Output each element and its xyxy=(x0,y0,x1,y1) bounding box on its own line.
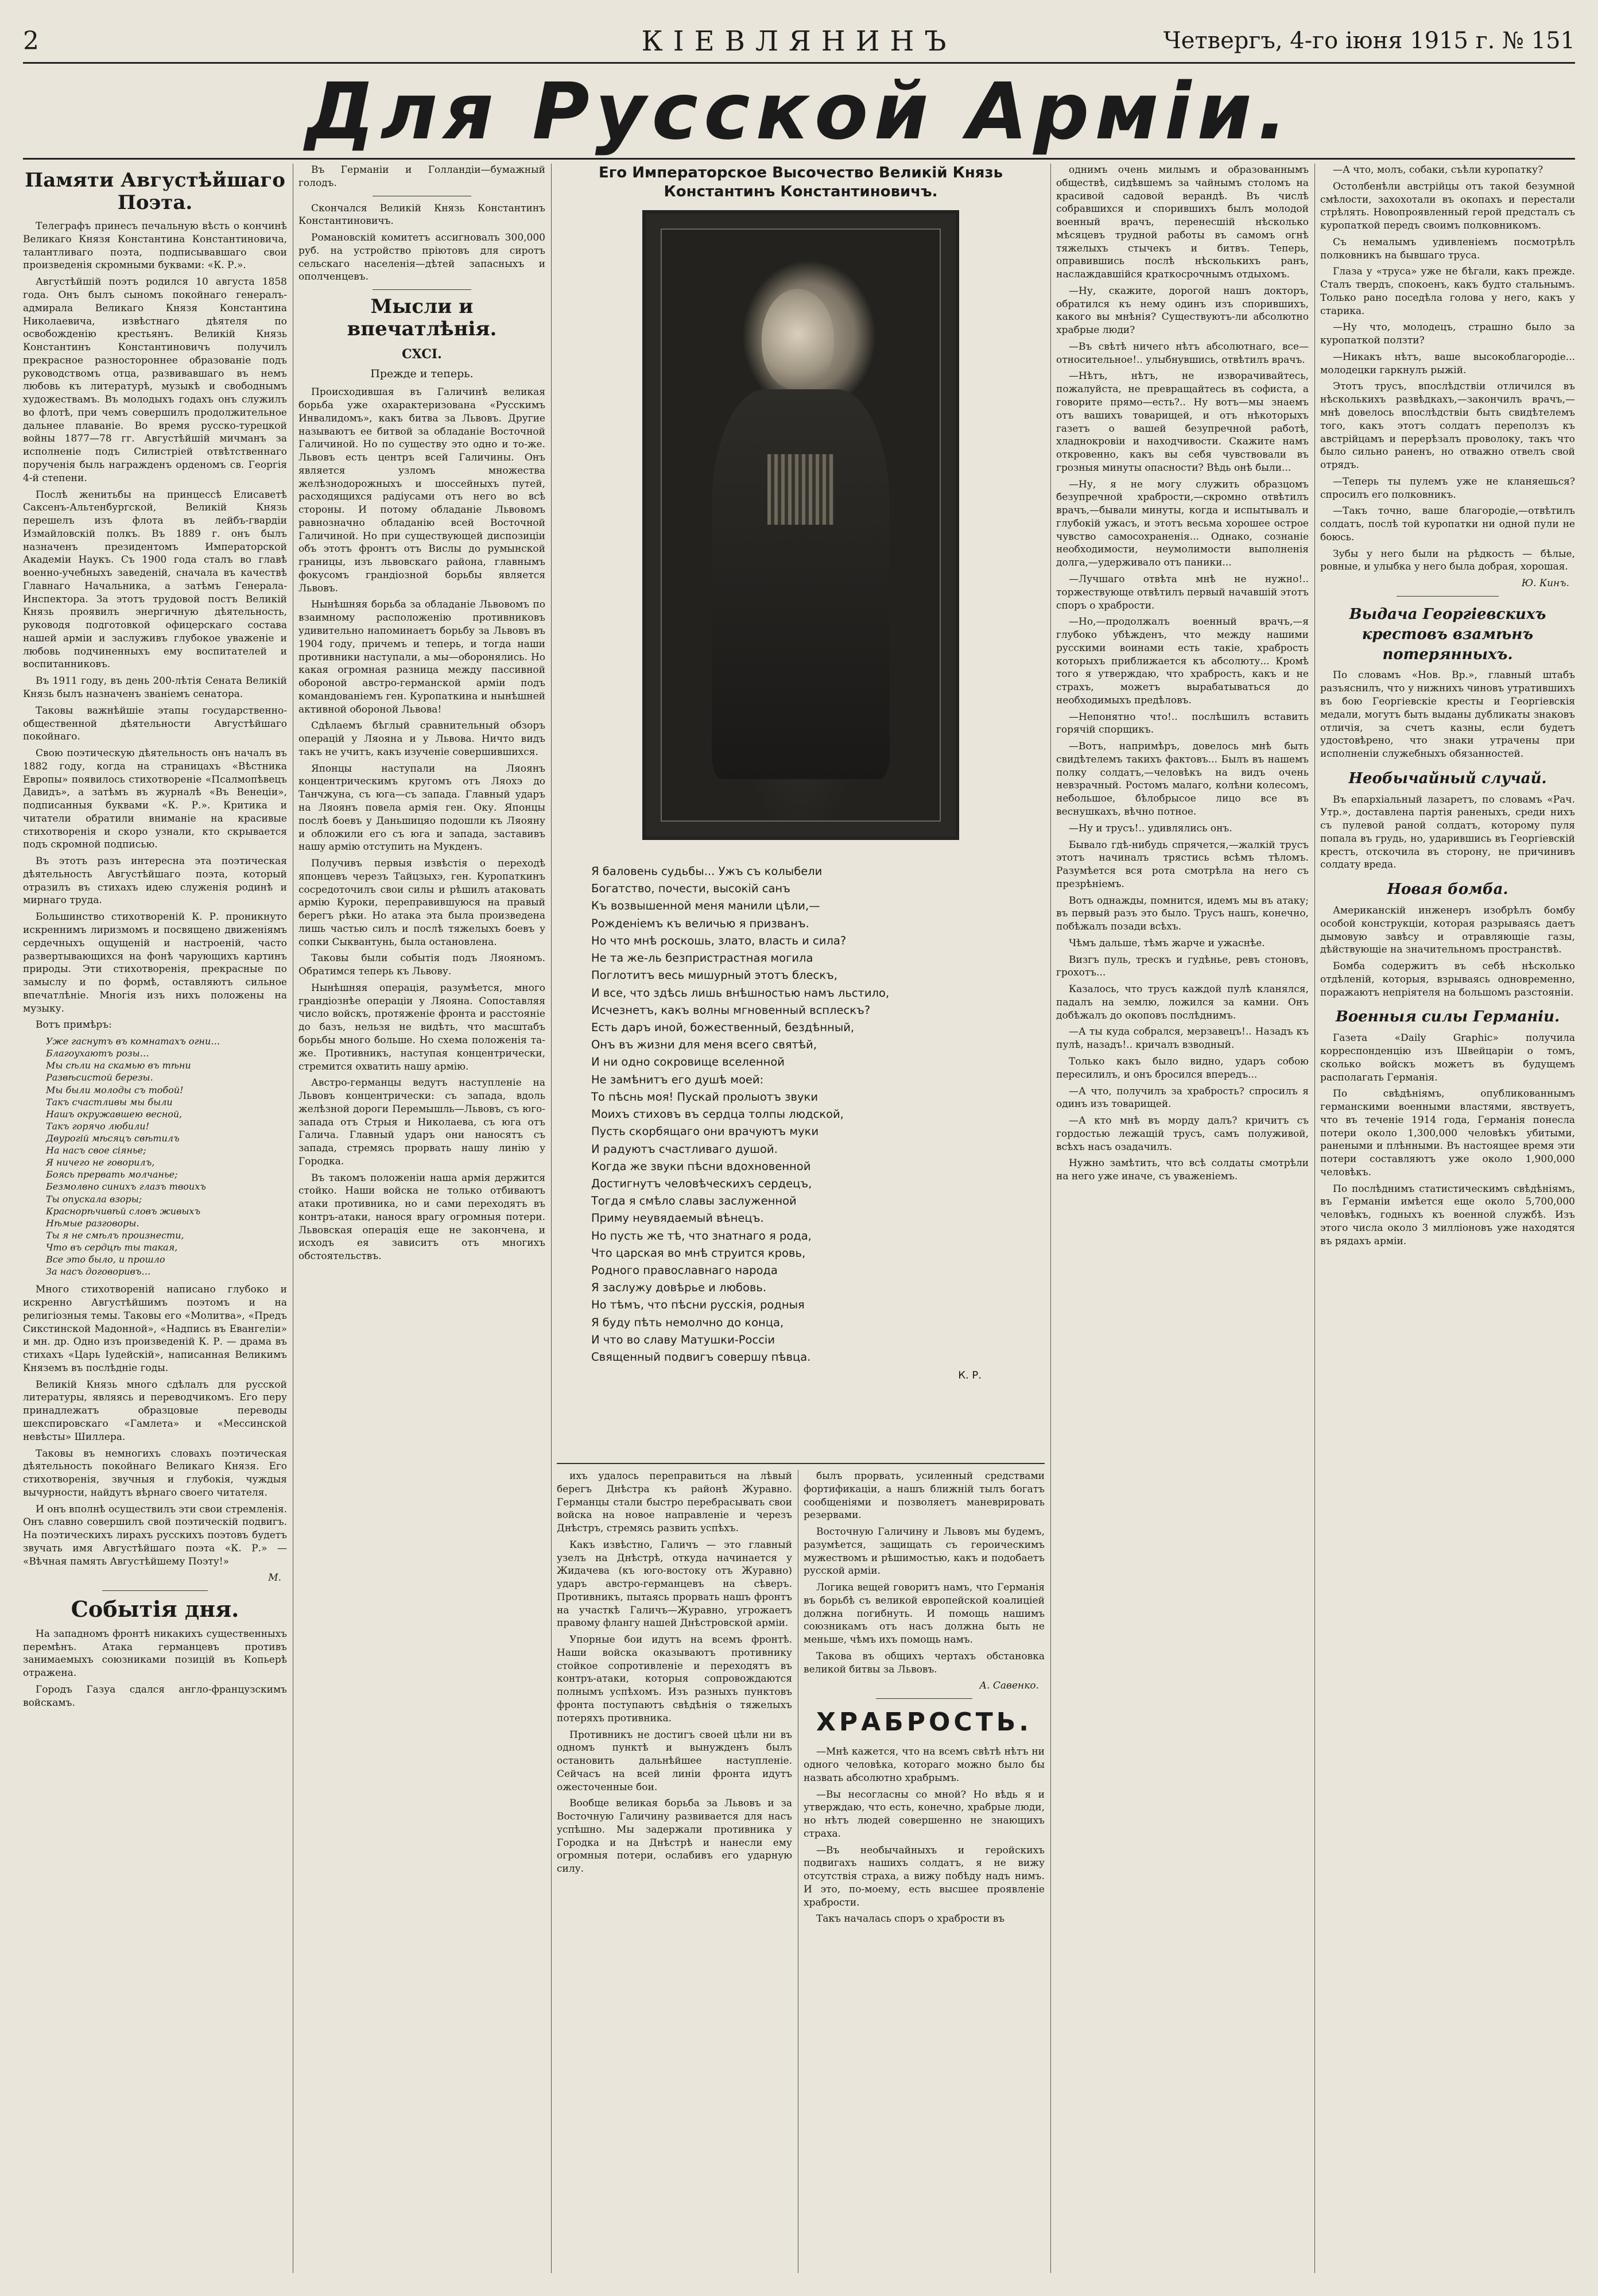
paragraph: —Никакъ нѣтъ, ваше высокоблагородіе... молодецки гаркнулъ рыжій. xyxy=(1320,351,1575,376)
paragraph: Восточную Галичину и Львовъ мы будемъ, разумѣется, защищать съ героическимъ мужествомъ и рѣшимостью, какъ и подобаетъ русской арміи. xyxy=(804,1526,1045,1577)
paragraph: Американскій инженеръ изобрѣлъ бомбу особой конструкціи, которая разрываясь даетъ дымовую завѣсу и отравляющіе газы, дѣйствующіе на значительномъ пространствѣ. xyxy=(1320,905,1575,956)
paragraph: Логика вещей говоритъ намъ, что Германія въ борьбѣ съ великой европейской коалиціей должна погибнуть. И помощь нашимъ союзникамъ отъ насъ должна быть не меньше, чѣмъ ихъ помощь намъ. xyxy=(804,1582,1045,1646)
verse-line: Мы сѣли на скамью въ тѣни xyxy=(46,1060,191,1071)
poem-line: Не замѣнитъ его душѣ моей: xyxy=(591,1073,764,1086)
verse-line: Безмолвно синихъ глазъ твоихъ xyxy=(46,1181,206,1192)
column-2 xyxy=(298,164,545,2273)
paragraph: —Ну, скажите, дорогой нашъ докторъ, обратился къ нему одинъ изъ спорившихъ, какого вы мнѣнія? Существуютъ-ли абсолютно храбрые люди? xyxy=(1056,285,1309,336)
paragraph: Газета «Daily Graphic» получила корреспонденцію изъ Швейцаріи о томъ, сколько войскъ можетъ въ будущемъ располагать Германія. xyxy=(1320,1032,1575,1083)
article-title: Новая бомба. xyxy=(1387,881,1508,899)
paragraph: Свою поэтическую дѣятельность онъ началъ въ 1882 году, когда на страницахъ «Вѣстника Европы» появилось стихотвореніе «Псалмопѣвецъ Давидъ», а затѣмъ въ журналѣ «Въ Венеціи», подписанныя буквами «К. Р.». Критика и читатели обратили вниманіе на красивые стихотворенія и скоро узнали, кто скрывается подъ скромной подписью. xyxy=(23,748,287,851)
poem-line: Пусть скорбящаго они врачуютъ муки xyxy=(591,1125,819,1139)
paragraph: —Въ свѣтѣ ничего нѣтъ абсолютнаго, все—относительное!.. улыбнувшись, отвѣтилъ врачъ. xyxy=(1056,340,1309,366)
poem-line: Я буду пѣть немолчно до конца, xyxy=(591,1315,784,1329)
verse-line: Нѣмые разговоры. xyxy=(46,1217,139,1229)
paragraph: Романовскій комитетъ ассигновалъ 300,000 руб. на устройство пріютовъ для сиротъ сельскаго населенія—дѣтей запасныхъ и ополченцевъ. xyxy=(298,232,545,283)
lower-section-rule xyxy=(557,1463,1045,1464)
paragraph: Телеграфъ принесъ печальную вѣсть о кончинѣ Великаго Князя Константина Константиновича, талантливаго поэта, подписывавшаго свои произведенія скромными буквами: «К. Р.». xyxy=(23,220,287,272)
verse-line: Такъ счастливы мы были xyxy=(46,1096,173,1108)
paragraph: Вообще великая борьба за Львовъ и за Восточную Галичину развивается для насъ успѣшно. Мы задержали противника у Городка и на Днѣстрѣ и нанесли ему огромныя потери, ослабивъ его ударную силу. xyxy=(557,1798,792,1875)
poem xyxy=(591,863,1045,1366)
figure-medals xyxy=(767,454,834,525)
paragraph: —А что, получилъ за храбрость? спросилъ я одинъ изъ товарищей. xyxy=(1056,1085,1309,1110)
article-title: ХРАБРОСТЬ. xyxy=(816,1708,1032,1737)
paragraph: Бывало гдѣ-нибудь спрячется,—жалкій трусъ этотъ начиналъ трястись всѣмъ тѣломъ. Разумѣется вся рота смотрѣла на него съ презрѣніемъ. xyxy=(1056,839,1309,890)
article-title: Необычайный случай. xyxy=(1348,769,1547,787)
article-title: Мысли и впечатлѣнія. xyxy=(347,295,497,341)
poem-line: И что во славу Матушки-Россіи xyxy=(591,1333,775,1346)
page-number: 2 xyxy=(23,26,39,56)
paragraph: Происходившая въ Галичинѣ великая борьба уже охарактеризована «Русскимъ Инвалидомъ», какъ битва за Львовъ. Другие называютъ ее битвой за обладаніе Восточной Галичиной. Но по существу это одно и то-же. Львовъ есть центръ всей Галичины. Онъ является узломъ множества желѣзнодорожныхъ и шоссейныхъ путей, расходящихся радіусами отъ него во всѣ стороны. И потому обладаніе Львовомъ равнозначно обладанію всей Восточной Галичиной. Но при существующей диспозиціи объ этотъ фронтъ отъ Вислы до румынской границы, изъ львовскаго района, главнымъ фокусомъ грандіозной борьбы является Львовъ. xyxy=(298,386,545,594)
poem-line: Исчезнетъ, какъ волны мгновенный всплескъ? xyxy=(591,1003,871,1017)
verse-line: Все это было, и прошло xyxy=(46,1254,165,1265)
paragraph: —А кто мнѣ въ морду далъ? кричитъ съ гордостью лежащій трусъ, самъ полуживой, всѣхъ насъ озадачилъ. xyxy=(1056,1115,1309,1153)
portrait-title-line-2: Константинъ Константиновичъ. xyxy=(664,183,938,200)
verse-line: Я ничего не говорилъ, xyxy=(46,1157,155,1168)
figure-body xyxy=(712,389,890,779)
paragraph: Противникъ не достигъ своей цѣли ни въ одномъ пунктѣ и вынужденъ былъ остановить дальнѣйшее наступленіе. Сейчасъ на всей линіи фронта идутъ ожесточенные бои. xyxy=(557,1729,792,1793)
column-divider xyxy=(1050,164,1051,2273)
portrait-photo xyxy=(642,210,959,840)
column-1 xyxy=(23,164,287,2273)
verse-line: Что въ сердцѣ ты такая, xyxy=(46,1241,178,1253)
poem-line: Я заслужу довѣрье и любовь. xyxy=(591,1281,767,1295)
paragraph: Нынѣшняя операція, разумѣется, много грандіознѣе операціи у Ляояна. Сопоставляя число войскъ, протяженіе фронта и расстояніе до базъ, нельзя не видѣть, что масштабъ борьбы много больше. Но схема положенія та-же. Противникъ, наступая концентрически, стремится охватить нашу армію. xyxy=(298,982,545,1073)
paragraph: —Теперь ты пулемъ уже не кланяешься? спросилъ его полковникъ. xyxy=(1320,475,1575,501)
paragraph: Въ 1911 году, въ день 200-лѣтія Сената Великій Князь былъ назначенъ званіемъ сенатора. xyxy=(23,675,287,700)
article-title: Памяти Августѣйшаго Поэта. xyxy=(25,169,285,215)
poem-line: Рожденіемъ къ величью я призванъ. xyxy=(591,916,809,930)
paragraph: Таковы въ немногихъ словахъ поэтическая дѣятельность покойнаго Великаго Князя. Его стихотворенія, звучныя и глубокія, чуждыя вычурности, найдутъ вѣрнаго своего читателя. xyxy=(23,1447,287,1499)
paragraph: Въ такомъ положеніи наша армія держится стойко. Наши войска не только отбиваютъ атаки противника, но и сами переходятъ въ контръ-атаки, нанося врагу огромныя потери. Львовская операція еще не закончена, и исходъ ея зависитъ отъ многихъ обстоятельствъ. xyxy=(298,1172,545,1263)
divider xyxy=(1397,596,1499,597)
verse-line: Боясь прервать молчанье; xyxy=(46,1169,178,1180)
column-divider xyxy=(551,164,552,2273)
paragraph: —Лучшаго отвѣта мнѣ не нужно!.. торжествующе отвѣтилъ первый начавшій этотъ споръ о храбрости. xyxy=(1056,573,1309,611)
article-subtitle: Прежде и теперь. xyxy=(370,367,474,380)
verse-line: Благоухаютъ розы… xyxy=(46,1048,149,1059)
paragraph: —Непонятно что!.. послѣшилъ вставить горячій спорщикъ. xyxy=(1056,711,1309,736)
poem-line: Но пусть же тѣ, что знатнаго я рода, xyxy=(591,1229,812,1242)
paragraph: Остолбенѣли австрійцы отъ такой безумной смѣлости, захохотали въ окопахъ и перестали стрѣлять. Новопроявленный герой предсталъ съ куропаткой передъ своимъ полковникомъ. xyxy=(1320,180,1575,232)
poem-line: Когда же звуки пѣсни вдохновенной xyxy=(591,1159,811,1173)
paragraph: Сдѣлаемъ бѣглый сравнительный обзоръ операцій у Ляояна и у Львова. Ничто видъ такъ не учитъ, какъ изученіе совершившихся. xyxy=(298,720,545,758)
article-title: Военныя силы Германіи. xyxy=(1335,1008,1560,1026)
verse-line: Ты я не смѣлъ произнести, xyxy=(46,1229,184,1241)
poem-line: Священный подвигъ совершу пѣвца. xyxy=(591,1350,811,1364)
paragraph: Великій Князь много сдѣлалъ для русской литературы, являясь и переводчикомъ. Его перу принадлежатъ образцовые переводы шекспировскаго «Гамлета» и «Мессинской невѣсты» Шиллера. xyxy=(23,1379,287,1443)
paragraph: —Въ необычайныхъ и геройскихъ подвигахъ нашихъ солдатъ, я не вижу отсутствія страха, а вижу побѣду надъ нимъ. И это, по-моему, есть высшее проявленіе храбрости. xyxy=(804,1844,1045,1908)
poem-line: И радуютъ счастливаго душой. xyxy=(591,1142,778,1156)
paragraph: —Нѣтъ, нѣтъ, не изворачивайтесь, пожалуйста, не превращайтесь въ софиста, а говорите прямо—есть?.. Ну вотъ—мы знаемъ отъ вашихъ товарищей, и отъ нѣкоторыхъ газетъ о вашей безупречной работѣ, хладнокровіи и находчивости. Скажите намъ откровенно, какъ вы себя чувствовали въ грозныя минуты опасности? Вѣдь онѣ были... xyxy=(1056,370,1309,474)
events-title: Событія дня. xyxy=(71,1596,239,1623)
poem-line: Не та же-ль безпристрастная могила xyxy=(591,951,813,965)
paragraph: —А ты куда собрался, мерзавецъ!.. Назадъ къ пулѣ, назадъ!.. кричалъ взводный. xyxy=(1056,1026,1309,1051)
paragraph: Большинство стихотвореній К. Р. проникнуто искреннимъ лиризмомъ и посвящено движеніямъ сердечныхъ ощущеній и настроеній, часто развертывающихся на фонѣ чарующихъ картинъ природы. Эти стихотворенія, прекрасные по замыслу и по формѣ, оставляютъ сильное впечатлѣніе. Многія изъ нихъ положены на музыку. xyxy=(23,911,287,1015)
paragraph: ихъ удалось переправиться на лѣвый берегъ Днѣстра къ районѣ Журавно. Германцы стали быстро перебрасывать свои войска на новое направленіе и черезъ Днѣстръ, стремясь развить успѣхъ. xyxy=(557,1470,792,1535)
poem-line: То пѣснь моя! Пускай пролыотъ звуки xyxy=(591,1090,818,1104)
paragraph: Послѣ женитьбы на принцессѣ Елисаветѣ Саксенъ-Альтенбургской, Великій Князь перешелъ изъ флота въ лейбъ-гвардіи Измайловскій полкъ. Въ 1889 г. онъ былъ назначенъ президентомъ Императорской Академіи Наукъ. Съ 1900 года сталъ во главѣ военно-учебныхъ заведеній, сначала въ качествѣ Главнаго Начальника, а затѣмъ Генерала-Инспектора. За этотъ трудовой постъ Великій Князь проявилъ энергичную дѣятельность, руководя подготовкой офицерскаго состава нашей арміи и заслуживъ глубокое уваженіе и любовь подчиненныхъ ему воспитателей и воспитанниковъ. xyxy=(23,489,287,671)
verse-line: Уже гаснутъ въ комнатахъ огни… xyxy=(46,1036,220,1047)
center-feature xyxy=(557,164,1045,1381)
paragraph: однимъ очень милымъ и образованнымъ обществѣ, сидѣвшемъ за чайнымъ столомъ на красивой садовой верандѣ. Въ числѣ собравшихся и спорившихъ былъ молодой военный врачъ, перенесшій нѣсколько мѣсяцевъ трудной работы въ самомъ огнѣ тяжелыхъ стычекъ и битвъ. Теперь, оправившись послѣ нѣсколькихъ ранъ, наслаждавшійся краткосрочнымъ отдыхомъ. xyxy=(1056,164,1309,281)
banner-headline: Для Русской Арміи. xyxy=(305,67,1293,157)
verse-line: Ты опускала взоры; xyxy=(46,1193,142,1205)
article-title: Выдача Георгіевскихъ крестовъ взамѣнъ потерянныхъ. xyxy=(1349,605,1546,663)
paragraph: Этотъ трусъ, впослѣдствіи отличился въ нѣсколькихъ развѣдкахъ,—закончилъ врачъ,—мнѣ довелось впослѣдствіи быть свидѣтелемъ того, какъ этотъ солдатъ переползъ къ австрійцамъ и перерѣзалъ проволоку, такъ что было сильно раненъ, но отважно отвелъ свой отрядъ. xyxy=(1320,381,1575,471)
signature: А. Савенко. xyxy=(979,1680,1039,1692)
paper-name: КІЕВЛЯНИНЪ xyxy=(641,25,957,57)
masthead xyxy=(23,22,1575,64)
paragraph: Чѣмъ дальше, тѣмъ жарче и ужаснѣе. xyxy=(1069,937,1265,949)
signature: Ю. Кинъ. xyxy=(1521,578,1569,590)
poem-line: Родного православнаго народа xyxy=(591,1264,778,1277)
poem-line: Я баловень судьбы... Ужъ съ колыбели xyxy=(591,865,823,878)
paragraph: Таковы были событія подъ Ляояномъ. Обратимся теперь къ Львову. xyxy=(298,953,545,978)
paragraph: Съ немалымъ удивленіемъ посмотрѣлъ полковникъ на бывшаго труса. xyxy=(1320,236,1575,261)
paragraph: —Мнѣ кажется, что на всемъ свѣтѣ нѣтъ ни одного человѣка, котораго можно было бы назвать абсолютно храбрымъ. xyxy=(804,1746,1045,1784)
paragraph: Нужно замѣтить, что всѣ солдаты смотрѣли на него уже иначе, съ уваженіемъ. xyxy=(1056,1157,1309,1183)
paragraph: По послѣднимъ статистическимъ свѣдѣніямъ, въ Германіи имѣется еще около 5,700,000 человѣкъ, годныхъ къ военной службѣ. Изъ этого числа около 3 милліоновъ уже находятся въ рядахъ арміи. xyxy=(1320,1183,1575,1247)
paragraph: На западномъ фронтѣ никакихъ существенныхъ перемѣнъ. Атака германцевъ противъ занимаемыхъ союзниками позицій въ Копьерѣ отражена. xyxy=(23,1628,287,1679)
verse-line: Развѣсистой березы. xyxy=(46,1072,153,1083)
paragraph: Въ Германіи и Голландіи—бумажный голодъ. xyxy=(298,164,545,189)
article-number: CXCI. xyxy=(402,347,442,362)
paragraph: Визгъ пуль, трескъ и гудѣнье, ревъ стоновъ, грохотъ... xyxy=(1056,954,1309,979)
paragraph: Таковы важнѣйшіе этапы государственно-общественной дѣятельности Августѣйшаго покойнаго. xyxy=(23,704,287,743)
verse xyxy=(46,1035,287,1277)
paragraph: Бомба содержитъ въ себѣ нѣсколько отдѣленій, которыя, взрываясь одновременно, поражаютъ непріятеля на большомъ разстояніи. xyxy=(1320,961,1575,998)
issue-date: Четвергъ, 4-го іюня 1915 г. № 151 xyxy=(1163,28,1575,54)
paragraph: Августѣйшій поэтъ родился 10 августа 1858 года. Онъ былъ сыномъ покойнаго генералъ-адмирала Великаго Князя Константина Николаевича, извѣстнаго дѣятеля по освобожденію крестьянъ. Великій Князь Константинъ Константиновичъ получилъ прекрасное разностороннее образованіе подъ руководствомъ отца, развивавшаго въ немъ любовь къ литературѣ, музыкѣ и свободнымъ художествамъ. Въ молодыхъ годахъ онъ служилъ во флотѣ, при чемъ совершилъ продолжительное дальнее плаваніе. Во время русско-турецкой войны 1877—78 гг. Августѣйшій мичманъ за исполненіе подъ Силистріей отвѣтственнаго порученія быль награжденъ орденомъ св. Георгія 4-й степени. xyxy=(23,276,287,484)
poem-line: Что царская во мнѣ струится кровь, xyxy=(591,1246,806,1260)
poem-line: Богатство, почести, высокій санъ xyxy=(591,882,790,896)
paragraph: Нынѣшняя борьба за обладаніе Львовомъ по взаимному расположенію противниковъ удивительно напоминаетъ борьбу за Львовъ въ 1904 году, причемъ и теперь, и тогда наши противники наступали, а мы—оборонялись. Но какая огромная разница между пассивной обороной австро-германской арміи подъ командованіемъ ген. Куропаткина и нынѣшней активной обороной Львова! xyxy=(298,599,545,715)
verse-line: Двурогій мѣсяцъ свѣтилъ xyxy=(46,1133,180,1144)
poem-line: Приму неувядаемый вѣнецъ. xyxy=(591,1211,764,1225)
column-4 xyxy=(1056,164,1309,2273)
verse-line: На насъ свое сіянье; xyxy=(46,1145,146,1156)
photo-inner xyxy=(661,229,941,822)
poem-line: Есть даръ иной, божественный, бездѣнный, xyxy=(591,1020,855,1034)
paragraph: Скончался Великій Князь Константинъ Константиновичъ. xyxy=(298,202,545,227)
paragraph: —Такъ точно, ваше благородіе,—отвѣтилъ солдатъ, послѣ той куропатки ни одной пули не боюсь. xyxy=(1320,505,1575,543)
paragraph: —Ну и трусъ!.. удивлялись онъ. xyxy=(1069,822,1232,834)
paragraph: Глаза у «труса» уже не бѣгали, какъ прежде. Сталъ твердъ, спокоенъ, какъ будто стальнымъ. Только рано поседѣла голова у него, какъ у старика. xyxy=(1320,266,1575,317)
paragraph: —Ну что, молодецъ, страшно было за куропаткой ползти? xyxy=(1320,322,1575,347)
lower-column-b xyxy=(804,1470,1045,2273)
paragraph: Городъ Газуа сдался англо-французскимъ войскамъ. xyxy=(23,1683,287,1709)
paragraph: Такъ началась споръ о храбрости въ xyxy=(816,1913,1005,1925)
paragraph: Зубы у него были на рѣдкость — бѣлые, ровные, и улыбка у него была добрая, хорошая. xyxy=(1320,548,1575,573)
poem-line: Но тѣмъ, что пѣсни русскія, родныя xyxy=(591,1298,805,1312)
paragraph: Только какъ было видно, ударъ собою пересилилъ, и онъ бросился впередъ... xyxy=(1056,1056,1309,1081)
divider xyxy=(876,1698,972,1699)
column-5 xyxy=(1320,164,1575,2273)
paragraph: И онъ вполнѣ осуществилъ эти свои стремленія. Онъ славно совершилъ свой поэтическій подвигъ. На поэтическихъ лирахъ русскихъ поэтовъ будетъ звучать имя Августѣйшаго поэта «К. Р.» — «Вѣчная память Августѣйшему Поэту!» xyxy=(23,1503,287,1567)
paragraph: Вотъ примѣръ: xyxy=(36,1019,112,1031)
banner-rule xyxy=(23,158,1575,160)
poem-line: Моихъ стиховъ въ сердца толпы людской, xyxy=(591,1108,844,1121)
portrait-title-line-1: Его Императорское Высочество Великій Князь xyxy=(598,164,1003,181)
figure-face xyxy=(762,289,834,389)
verse-line: Такъ горячо любили! xyxy=(46,1120,150,1132)
paragraph: Много стихотвореній написано глубоко и искренно Августѣйшимъ поэтомъ и на религіозныя темы. Таковы его «Молитва», «Предъ Сикстинской Мадонной», «Надпись въ Евангеліи» и мн. др. Одно изъ произведеній К. Р. — драма въ стихахъ «Царь Іудейскій», написанная Великимъ Княземъ въ послѣдніе годы. xyxy=(23,1284,287,1374)
paragraph: —А что, молъ, собаки, съѣли куропатку? xyxy=(1333,164,1543,176)
paragraph: Въ епархіальный лазаретъ, по словамъ «Рач. Утр.», доставлена партія раненыхъ, среди нихъ съ пулевой раной солдатъ, которому пуля попала въ грудь, но, ударившись въ Георгіевскій крестъ, отскочила въ сторону, не причинивъ солдату вреда. xyxy=(1320,793,1575,871)
poem-line: И все, что здѣсь лишь внѣшностью намъ льстило, xyxy=(591,986,890,1000)
paragraph: —Но,—продолжалъ военный врачъ,—я глубоко убѣжденъ, что между нашими русскими воинами есть такіе, храбрость которыхъ приближается къ абсолюту... Кромѣ того я утверждаю, что храбрость, какъ и не страхъ, можетъ вырабатываться до необходимыхъ предѣловъ. xyxy=(1056,616,1309,706)
paragraph: Казалось, что трусъ каждой пулѣ кланялся, падалъ на землю, ложился за камни. Онъ добѣжалъ до окоповъ послѣднимъ. xyxy=(1056,984,1309,1021)
poem-signature: К. Р. xyxy=(958,1369,982,1382)
verse-line: Краснорѣчивѣй словъ живыхъ xyxy=(46,1205,201,1217)
paragraph: —Вы несогласны со мной? Но вѣдь я и утверждаю, что есть, конечно, храбрые люди, но нѣтъ людей совершенно не знающихъ страха. xyxy=(804,1788,1045,1840)
poem-line: Достигнутъ человѣческихъ сердецъ, xyxy=(591,1176,812,1190)
paragraph: Такова въ общихъ чертахъ обстановка великой битвы за Львовъ. xyxy=(804,1650,1045,1675)
paragraph: Упорные бои идутъ на всемъ фронтѣ. Наши войска оказываютъ противнику стойкое сопротивленіе и переходятъ въ контръ-атаки, которыя сопровождаются полнымъ успѣхомъ. Изъ разныхъ пунктовъ фронта поступаютъ свѣдѣнія о тяжелыхъ потеряхъ противника. xyxy=(557,1634,792,1724)
signature: М. xyxy=(268,1572,281,1584)
paragraph: —Вотъ, напримѣръ, довелось мнѣ быть свидѣтелемъ такихъ фактовъ... Былъ въ нашемъ полку солдатъ,—человѣкъ на видъ очень невзрачный. Ростомъ малаго, колѣни колесомъ, небольшое, бѣлобрысое лицо все въ веснушкахъ, вѣчно потное. xyxy=(1056,741,1309,818)
poem-line: Тогда я смѣло славы заслуженной xyxy=(591,1194,797,1208)
poem-line: Къ возвышенной меня манили цѣли,— xyxy=(591,899,820,913)
divider xyxy=(102,1590,208,1591)
verse-line: За насъ договоривъ… xyxy=(46,1266,151,1277)
paragraph: По словамъ «Нов. Вр.», главный штабъ разъяснилъ, что у нижнихъ чиновъ утратившихъ въ бою Георгіевскіе кресты и Георгіевскія медали, могутъ быть выданы дубликаты знаковъ отличія, за счетъ казны, если будетъ удостовѣрено, что знаки утрачены при исполненіи служебныхъ обязанностей. xyxy=(1320,669,1575,760)
paragraph: Какъ извѣстно, Галичъ — это главный узелъ на Днѣстрѣ, откуда начинается у Жидачева (къ юго-востоку отъ Журавно) ударъ австро-германцевъ на сѣверъ. Противникъ, пытаясь прорвать нашъ фронтъ на участкѣ Галичъ—Журавно, угрожаетъ правому флангу нашей Днѣстровской арміи. xyxy=(557,1539,792,1629)
paragraph: —Ну, я не могу служить образцомъ безупречной храбрости,—скромно отвѣтилъ врачъ,—бывали минуты, когда и испытывалъ и глубокій ужасъ, и этотъ весьма хорошее острое чувство самосохраненія... Однако, сознаніе необходимости, неумолимости выполненія долга,—удерживало отъ паники... xyxy=(1056,478,1309,569)
paragraph: По свѣдѣніямъ, опубликованнымъ германскими военными властями, явствуетъ, что въ теченіе 1914 года, Германія понесла потери около 1,300,000 человѣкъ убитыми, ранеными и плѣнными. Въ настоящее время эти потери составляютъ уже около 1,900,000 человѣкъ. xyxy=(1320,1088,1575,1178)
paragraph: Японцы наступали на Ляоянъ концентрическимъ кругомъ отъ Ляохэ до Танчжуна, съ юга—съ запада. Главный ударъ на Ляоянъ повела армія ген. Оку. Японцы послѣ боевъ у Даньшицяо подошли къ Ляояну и обложили его съ юга и запада, заставивъ нашу армію отступить на Мукденъ. xyxy=(298,762,545,853)
poem-line: Но что мнѣ роскошь, злато, власть и сила? xyxy=(591,934,847,947)
paragraph: Въ этотъ разъ интересна эта поэтическая дѣятельность Августѣйшаго поэта, который отразилъ въ стихахъ идею служенія родинѣ и мирнаго труда. xyxy=(23,855,287,907)
verse-line: Нашъ окружавшею весной, xyxy=(46,1108,183,1120)
divider xyxy=(373,289,471,290)
poem-line: Поглотитъ весь мишурный этотъ блескъ, xyxy=(591,969,837,982)
paragraph: Получивъ первыя извѣстія о переходѣ японцевъ черезъ Тайцзыхэ, ген. Куропаткинъ сосредоточилъ свои силы и рѣшилъ атаковать армію Куроки, переправившуюся на правый берегъ рѣки. Но атака эта была произведена лишь частью силъ и послѣ тяжелыхъ боевъ у сопки Сыквантунь, была остановлена. xyxy=(298,858,545,948)
paragraph: былъ прорвать, усиленный средствами фортификаціи, а нашъ ближній тылъ богатъ сообщеніями и позволяетъ маневрировать резервами. xyxy=(804,1470,1045,1521)
poem-line: Онъ въ жизни для меня всего святѣй, xyxy=(591,1038,817,1052)
column-divider xyxy=(1314,164,1315,2273)
poem-line: И ни одно сокровище вселенной xyxy=(591,1055,785,1069)
lower-column-a xyxy=(557,1470,792,2273)
paragraph: Австро-германцы ведутъ наступленіе на Львовъ концентрически: съ запада, вдоль желѣзной дороги Перемышль—Львовъ, съ юго-запада отъ Стрыя и Николаева, съ юга отъ Галича. Главный ударъ они наносятъ съ запада, стремясь прорвать нашу линію у Городка. xyxy=(298,1077,545,1167)
verse-line: Мы были молоды съ тобой! xyxy=(46,1084,184,1095)
paragraph: Вотъ однажды, помнится, идемъ мы въ атаку; въ первый разъ это было. Трусъ нашъ, конечно, побѣжалъ позади всѣхъ. xyxy=(1056,895,1309,933)
